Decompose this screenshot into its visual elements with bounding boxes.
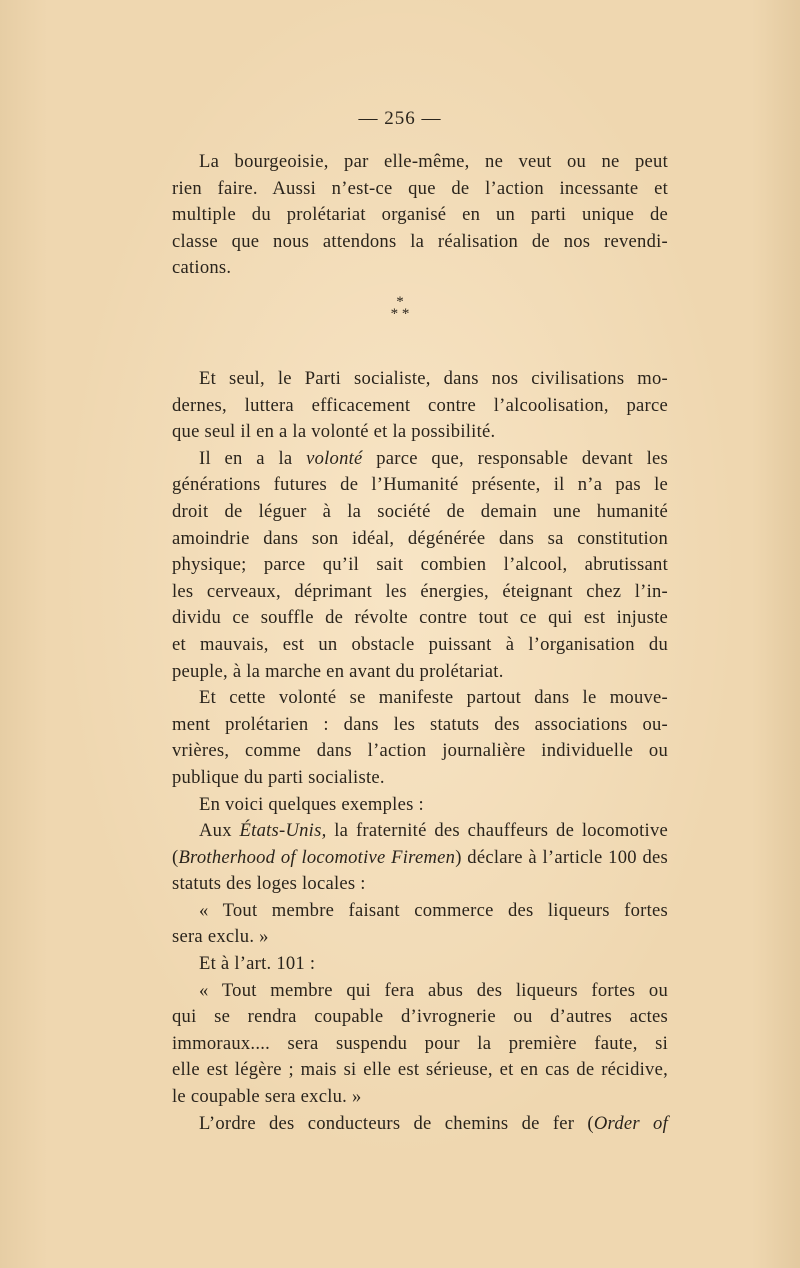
emphasis-etats-unis: États-Unis, xyxy=(239,820,327,842)
text-fragment: L’ordre des conducteurs de chemins de fer ( xyxy=(199,1112,594,1134)
main-text xyxy=(172,366,668,1137)
asterism-bottom: * * xyxy=(390,306,410,322)
text-line: « Tout membre faisant commerce des liqueurs fortes xyxy=(199,899,668,921)
text-line: les cerveaux, déprimant les énergies, éteignant chez l’in- xyxy=(172,580,668,602)
text-line xyxy=(172,845,668,872)
text-line: multiple du prolétariat organisé en un parti unique de xyxy=(172,204,668,226)
text-line: et mauvais, est un obstacle puissant à l’organisation du xyxy=(172,633,668,655)
text-line: amoindrie dans son idéal, dégénérée dans sa constitution xyxy=(172,527,668,549)
text-line: droit de léguer à la société de demain une humanité xyxy=(172,500,668,522)
emphasis-volonte: volonté xyxy=(306,447,363,469)
text-line: vrières, comme dans l’action journalière individuelle ou xyxy=(172,740,668,762)
emphasis-brotherhood: Brotherhood of locomotive Firemen xyxy=(178,846,456,868)
text-line: que seul il en a la volonté et la possibilité. xyxy=(172,421,496,443)
text-line: « Tout membre qui fera abus des liqueurs fortes ou xyxy=(199,979,668,1001)
text-line: peuple, à la marche en avant du prolétariat. xyxy=(172,660,504,682)
text-line: générations futures de l’Humanité présente, il n’a pas le xyxy=(172,474,668,496)
text-fragment: parce que, responsable devant les xyxy=(362,447,668,469)
text-line: Et seul, le Parti socialiste, dans nos civilisations mo- xyxy=(199,368,668,389)
text-line: rien faire. Aussi n’est-ce que de l’action incessante et xyxy=(172,177,668,199)
text-line: sera exclu. » xyxy=(172,926,269,948)
text-line: dernes, luttera efficacement contre l’alcoolisation, parce xyxy=(172,394,668,416)
text-line: immoraux.... sera suspendu pour la première faute, si xyxy=(172,1032,668,1054)
paragraph-bourgeoisie xyxy=(172,149,668,282)
text-line: qui se rendra coupable d’ivrognerie ou d’autres actes xyxy=(172,1006,668,1028)
text-line: statuts des loges locales : xyxy=(172,873,366,895)
text-line: ment prolétarien : dans les statuts des associations ou- xyxy=(172,713,668,735)
text-fragment: ) déclare à l’article 100 des xyxy=(455,846,668,868)
text-line xyxy=(172,446,668,473)
emphasis-order-of: Order of xyxy=(593,1112,668,1134)
text-line xyxy=(172,1111,668,1138)
text-fragment: la fraternité des chauffeurs de locomotive xyxy=(326,820,668,842)
asterism-separator xyxy=(0,296,800,320)
text-fragment: ( xyxy=(172,846,179,868)
text-line: classe que nous attendons la réalisation de nos revendi- xyxy=(172,230,668,252)
text-line: elle est légère ; mais si elle est sérieuse, et en cas de récidive, xyxy=(172,1059,668,1081)
text-line: physique; parce qu’il sait combien l’alcool, abrutissant xyxy=(172,554,668,576)
text-fragment: Aux xyxy=(199,820,240,842)
text-line: dividu ce souffle de révolte contre tout ce qui est injuste xyxy=(172,607,668,629)
text-line: le coupable sera exclu. » xyxy=(172,1086,362,1108)
text-line: cations. xyxy=(172,257,232,279)
text-line: Et à l’art. 101 : xyxy=(199,953,316,975)
page-number: — 256 — xyxy=(358,108,442,129)
text-line: publique du parti socialiste. xyxy=(172,766,385,788)
text-line: La bourgeoisie, par elle-même, ne veut ou ne peut xyxy=(199,151,668,172)
text-line xyxy=(172,818,668,845)
text-line: Et cette volonté se manifeste partout dans le mouve- xyxy=(199,687,668,709)
asterism-top: * xyxy=(396,294,404,310)
text-line: En voici quelques exemples : xyxy=(199,793,424,815)
text-fragment: Il en a la xyxy=(199,447,307,469)
